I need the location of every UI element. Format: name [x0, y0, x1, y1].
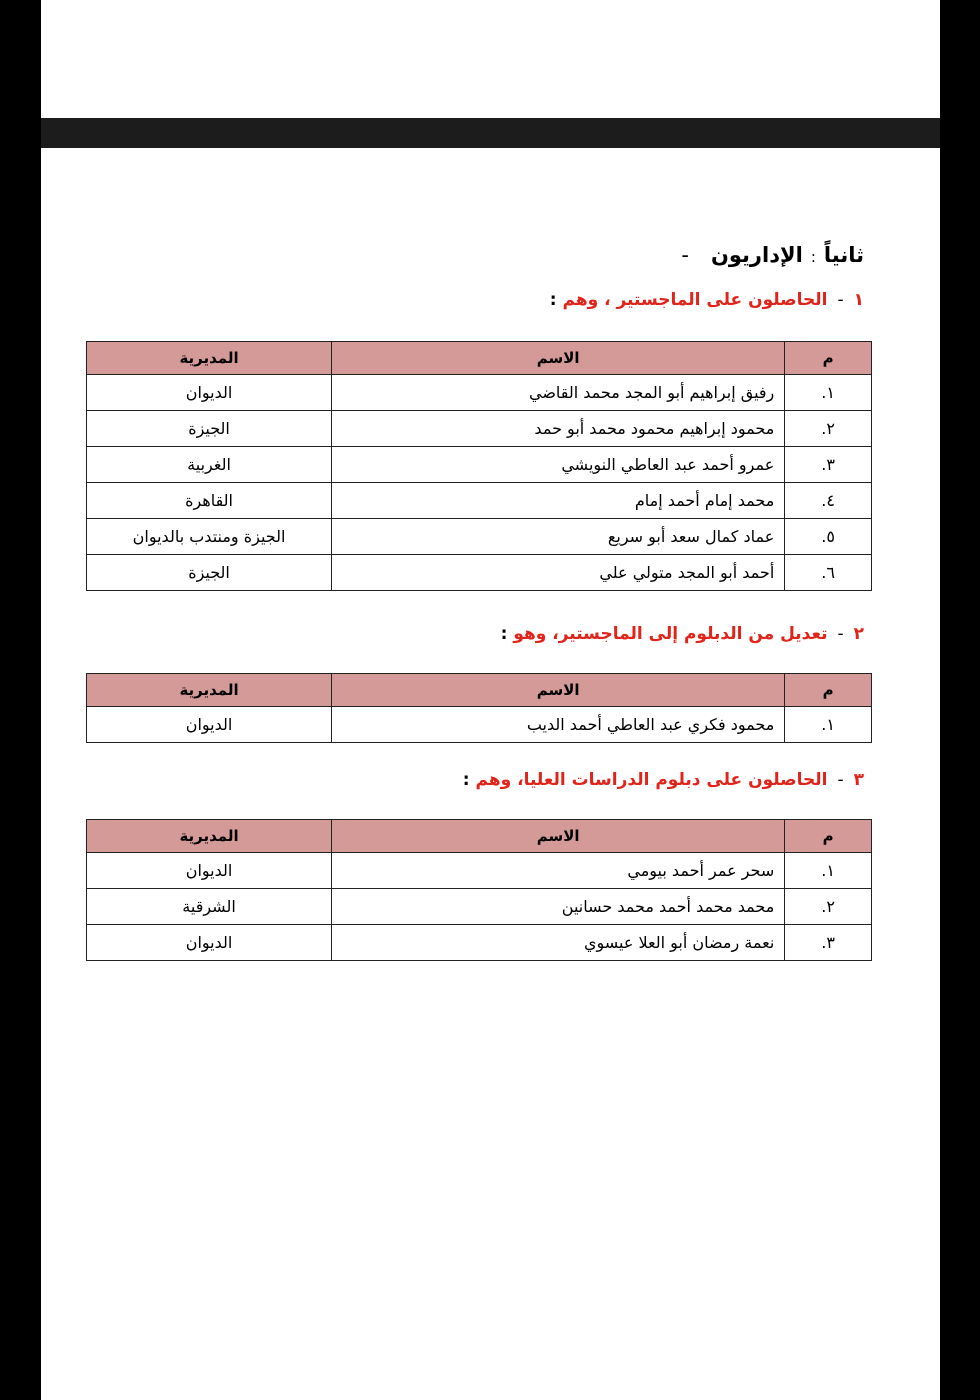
- main-heading-colon: :: [810, 248, 816, 266]
- section-1-table: [86, 341, 872, 591]
- table-row: [87, 853, 872, 889]
- previous-page-bottom: [41, 0, 940, 118]
- table-row: [87, 707, 872, 743]
- table-row: [87, 519, 872, 555]
- table-header-row: [87, 674, 872, 707]
- header-name: الاسم: [332, 820, 785, 853]
- table-row: [87, 483, 872, 519]
- section-trail: :: [549, 290, 557, 310]
- header-dept: المديرية: [87, 674, 332, 707]
- header-name: الاسم: [332, 674, 785, 707]
- header-m: م: [785, 674, 872, 707]
- table-row: [87, 447, 872, 483]
- section-2-heading: [501, 624, 864, 644]
- header-dept: المديرية: [87, 342, 332, 375]
- table-row: [87, 555, 872, 591]
- document-page: [41, 148, 940, 1400]
- row-name: محمد إمام أحمد إمام: [332, 483, 785, 519]
- row-number: ٢.: [785, 411, 872, 447]
- row-dept: الغربية: [87, 447, 332, 483]
- row-number: ٦.: [785, 555, 872, 591]
- row-dept: الديوان: [87, 853, 332, 889]
- section-trail: :: [462, 770, 470, 790]
- section-1-heading: [550, 290, 864, 310]
- main-heading-dash: -: [681, 243, 689, 267]
- row-dept: الديوان: [87, 707, 332, 743]
- row-name: نعمة رمضان أبو العلا عيسوي: [332, 925, 785, 961]
- header-m: م: [785, 820, 872, 853]
- section-number: ٣: [853, 770, 864, 790]
- row-name: عماد كمال سعد أبو سريع: [332, 519, 785, 555]
- row-number: ٢.: [785, 889, 872, 925]
- main-heading-label: ثانياً: [823, 243, 864, 267]
- row-dept: الجيزة: [87, 555, 332, 591]
- main-heading-title: الإداريون: [710, 243, 803, 267]
- table-row: [87, 925, 872, 961]
- section-3-heading: [463, 770, 864, 790]
- row-number: ١.: [785, 853, 872, 889]
- header-dept: المديرية: [87, 820, 332, 853]
- section-3-table: [86, 819, 872, 961]
- row-name: رفيق إبراهيم أبو المجد محمد القاضي: [332, 375, 785, 411]
- main-heading: [681, 243, 864, 267]
- row-name: محمود فكري عبد العاطي أحمد الديب: [332, 707, 785, 743]
- row-number: ٣.: [785, 447, 872, 483]
- section-title: الحاصلون على الماجستير ، وهم: [562, 290, 828, 310]
- section-number: ٢: [853, 624, 864, 644]
- row-dept: الديوان: [87, 925, 332, 961]
- row-dept: الجيزة ومنتدب بالديوان: [87, 519, 332, 555]
- header-m: م: [785, 342, 872, 375]
- table-row: [87, 889, 872, 925]
- row-name: أحمد أبو المجد متولي علي: [332, 555, 785, 591]
- row-name: محمد محمد أحمد محمد حسانين: [332, 889, 785, 925]
- table-row: [87, 375, 872, 411]
- row-number: ١.: [785, 375, 872, 411]
- row-number: ٤.: [785, 483, 872, 519]
- section-trail: :: [500, 624, 508, 644]
- section-2-table: [86, 673, 872, 743]
- row-number: ١.: [785, 707, 872, 743]
- section-separator: -: [837, 624, 844, 644]
- row-dept: القاهرة: [87, 483, 332, 519]
- section-separator: -: [837, 770, 844, 790]
- section-separator: -: [837, 290, 844, 310]
- row-dept: الشرقية: [87, 889, 332, 925]
- table-header-row: [87, 820, 872, 853]
- header-name: الاسم: [332, 342, 785, 375]
- table-header-row: [87, 342, 872, 375]
- row-number: ٥.: [785, 519, 872, 555]
- page-separator: [41, 118, 940, 148]
- row-number: ٣.: [785, 925, 872, 961]
- section-number: ١: [853, 290, 864, 310]
- section-title: تعديل من الدبلوم إلى الماجستير، وهو: [513, 624, 828, 644]
- row-dept: الجيزة: [87, 411, 332, 447]
- section-title: الحاصلون على دبلوم الدراسات العليا، وهم: [475, 770, 828, 790]
- row-name: سحر عمر أحمد بيومي: [332, 853, 785, 889]
- row-name: عمرو أحمد عبد العاطي النويشي: [332, 447, 785, 483]
- table-row: [87, 411, 872, 447]
- row-dept: الديوان: [87, 375, 332, 411]
- row-name: محمود إبراهيم محمود محمد أبو حمد: [332, 411, 785, 447]
